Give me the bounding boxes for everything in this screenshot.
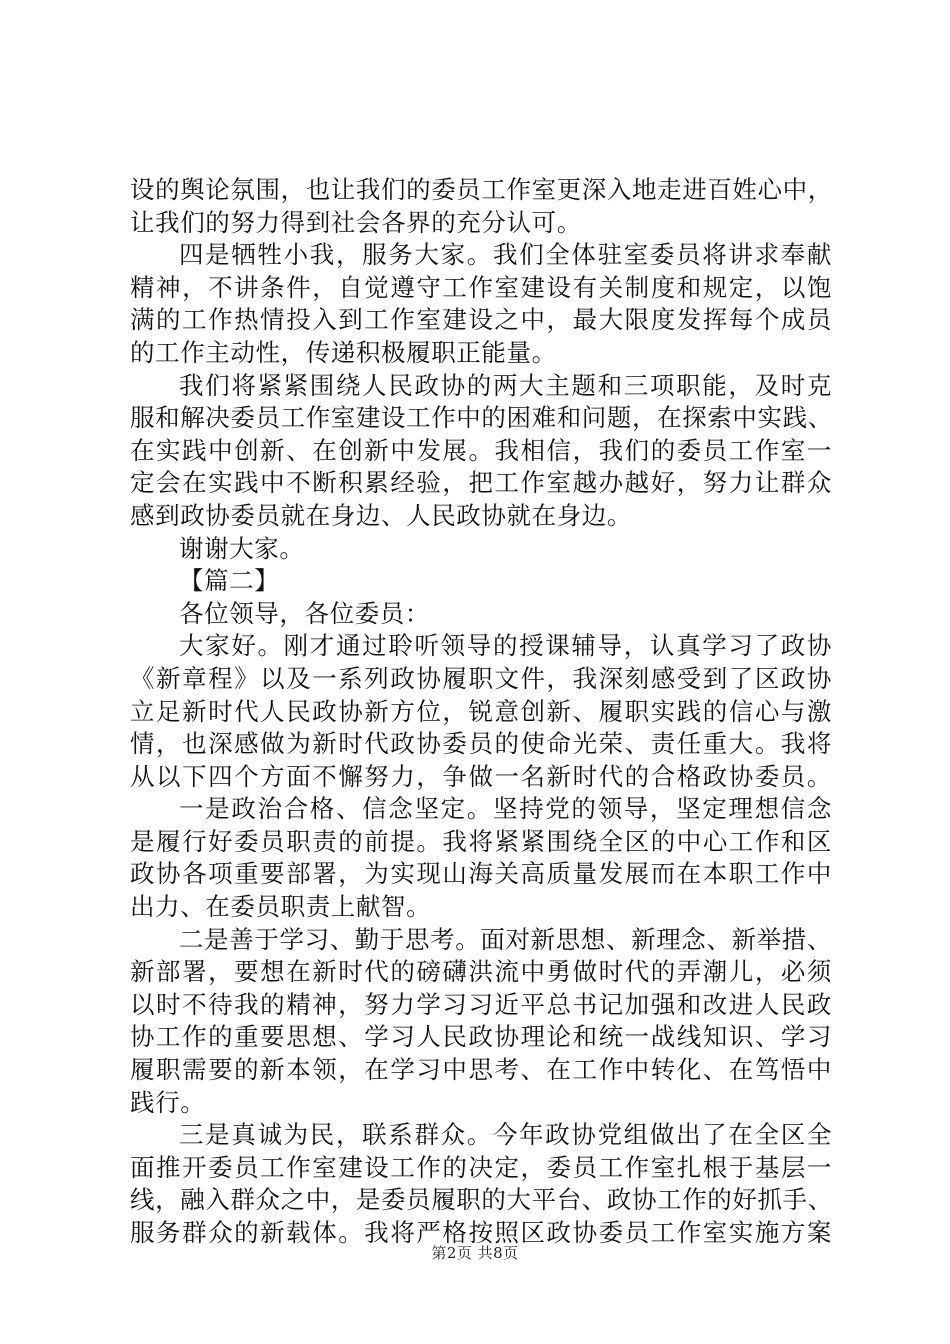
text-line: 服务群众的新载体。我将严格按照区政协委员工作室实施方案 bbox=[130, 1218, 832, 1247]
text-line: 以时不待我的精神，努力学习习近平总书记加强和改进人民政 bbox=[130, 989, 832, 1019]
text-line: 《新章程》以及一系列政协履职文件，我深刻感受到了区政协 bbox=[130, 663, 832, 693]
text-line: 协工作的重要思想、学习人民政协理论和统一战线知识、学习 bbox=[130, 1022, 832, 1052]
text-line: 践行。 bbox=[130, 1087, 206, 1117]
document-body bbox=[130, 174, 832, 1250]
text-line: 的工作主动性，传递积极履职正能量。 bbox=[130, 337, 557, 367]
text-line: 从以下四个方面不懈努力，争做一名新时代的合格政协委员。 bbox=[130, 761, 832, 791]
text-line: 精神，不讲条件，自觉遵守工作室建设有关制度和规定，以饱 bbox=[130, 272, 832, 302]
text-line: 定会在实践中不断积累经验，把工作室越办越好，努力让群众 bbox=[130, 468, 832, 498]
text-line: 新部署，要想在新时代的磅礴洪流中勇做时代的弄潮儿，必须 bbox=[130, 957, 832, 987]
text-line: 面推开委员工作室建设工作的决定，委员工作室扎根于基层一 bbox=[130, 1152, 832, 1182]
text-line: 感到政协委员就在身边、人民政协就在身边。 bbox=[130, 500, 632, 530]
text-line: 大家好。刚才通过聆听领导的授课辅导，认真学习了政协 bbox=[179, 631, 832, 661]
page-footer: 第2页 共8页 bbox=[431, 1244, 519, 1262]
text-line: 各位领导，各位委员： bbox=[179, 598, 430, 628]
text-line: 一是政治合格、信念坚定。坚持党的领导，坚定理想信念 bbox=[179, 794, 832, 824]
text-line: 情，也深感做为新时代政协委员的使命光荣、责任重大。我将 bbox=[130, 729, 832, 759]
text-line: 满的工作热情投入到工作室建设之中，最大限度发挥每个成员 bbox=[130, 305, 832, 335]
text-line: 立足新时代人民政协新方位，锐意创新、履职实践的信心与激 bbox=[130, 696, 832, 726]
text-line: 在实践中创新、在创新中发展。我相信，我们的委员工作室一 bbox=[130, 435, 832, 465]
text-line: 线，融入群众之中，是委员履职的大平台、政协工作的好抓手、 bbox=[130, 1185, 833, 1215]
text-line: 【篇二】 bbox=[179, 566, 280, 596]
text-line: 谢谢大家。 bbox=[179, 533, 305, 563]
text-line: 政协各项重要部署，为实现山海关高质量发展而在本职工作中 bbox=[130, 859, 832, 889]
text-line: 我们将紧紧围绕人民政协的两大主题和三项职能，及时克 bbox=[179, 370, 832, 400]
text-line: 服和解决委员工作室建设工作中的困难和问题，在探索中实践、 bbox=[130, 403, 833, 433]
text-line: 三是真诚为民，联系群众。今年政协党组做出了在全区全 bbox=[179, 1120, 832, 1150]
text-line: 是履行好委员职责的前提。我将紧紧围绕全区的中心工作和区 bbox=[130, 826, 832, 856]
text-line: 出力、在委员职责上献智。 bbox=[130, 892, 432, 922]
text-line: 四是牺牲小我，服务大家。我们全体驻室委员将讲求奉献 bbox=[179, 240, 832, 270]
text-line: 让我们的努力得到社会各界的充分认可。 bbox=[130, 207, 582, 237]
text-line: 设的舆论氛围，也让我们的委员工作室更深入地走进百姓心中， bbox=[130, 175, 833, 204]
text-line: 二是善于学习、勤于思考。面对新思想、新理念、新举措、 bbox=[179, 924, 832, 954]
text-line: 履职需要的新本领，在学习中思考、在工作中转化、在笃悟中 bbox=[130, 1055, 832, 1085]
